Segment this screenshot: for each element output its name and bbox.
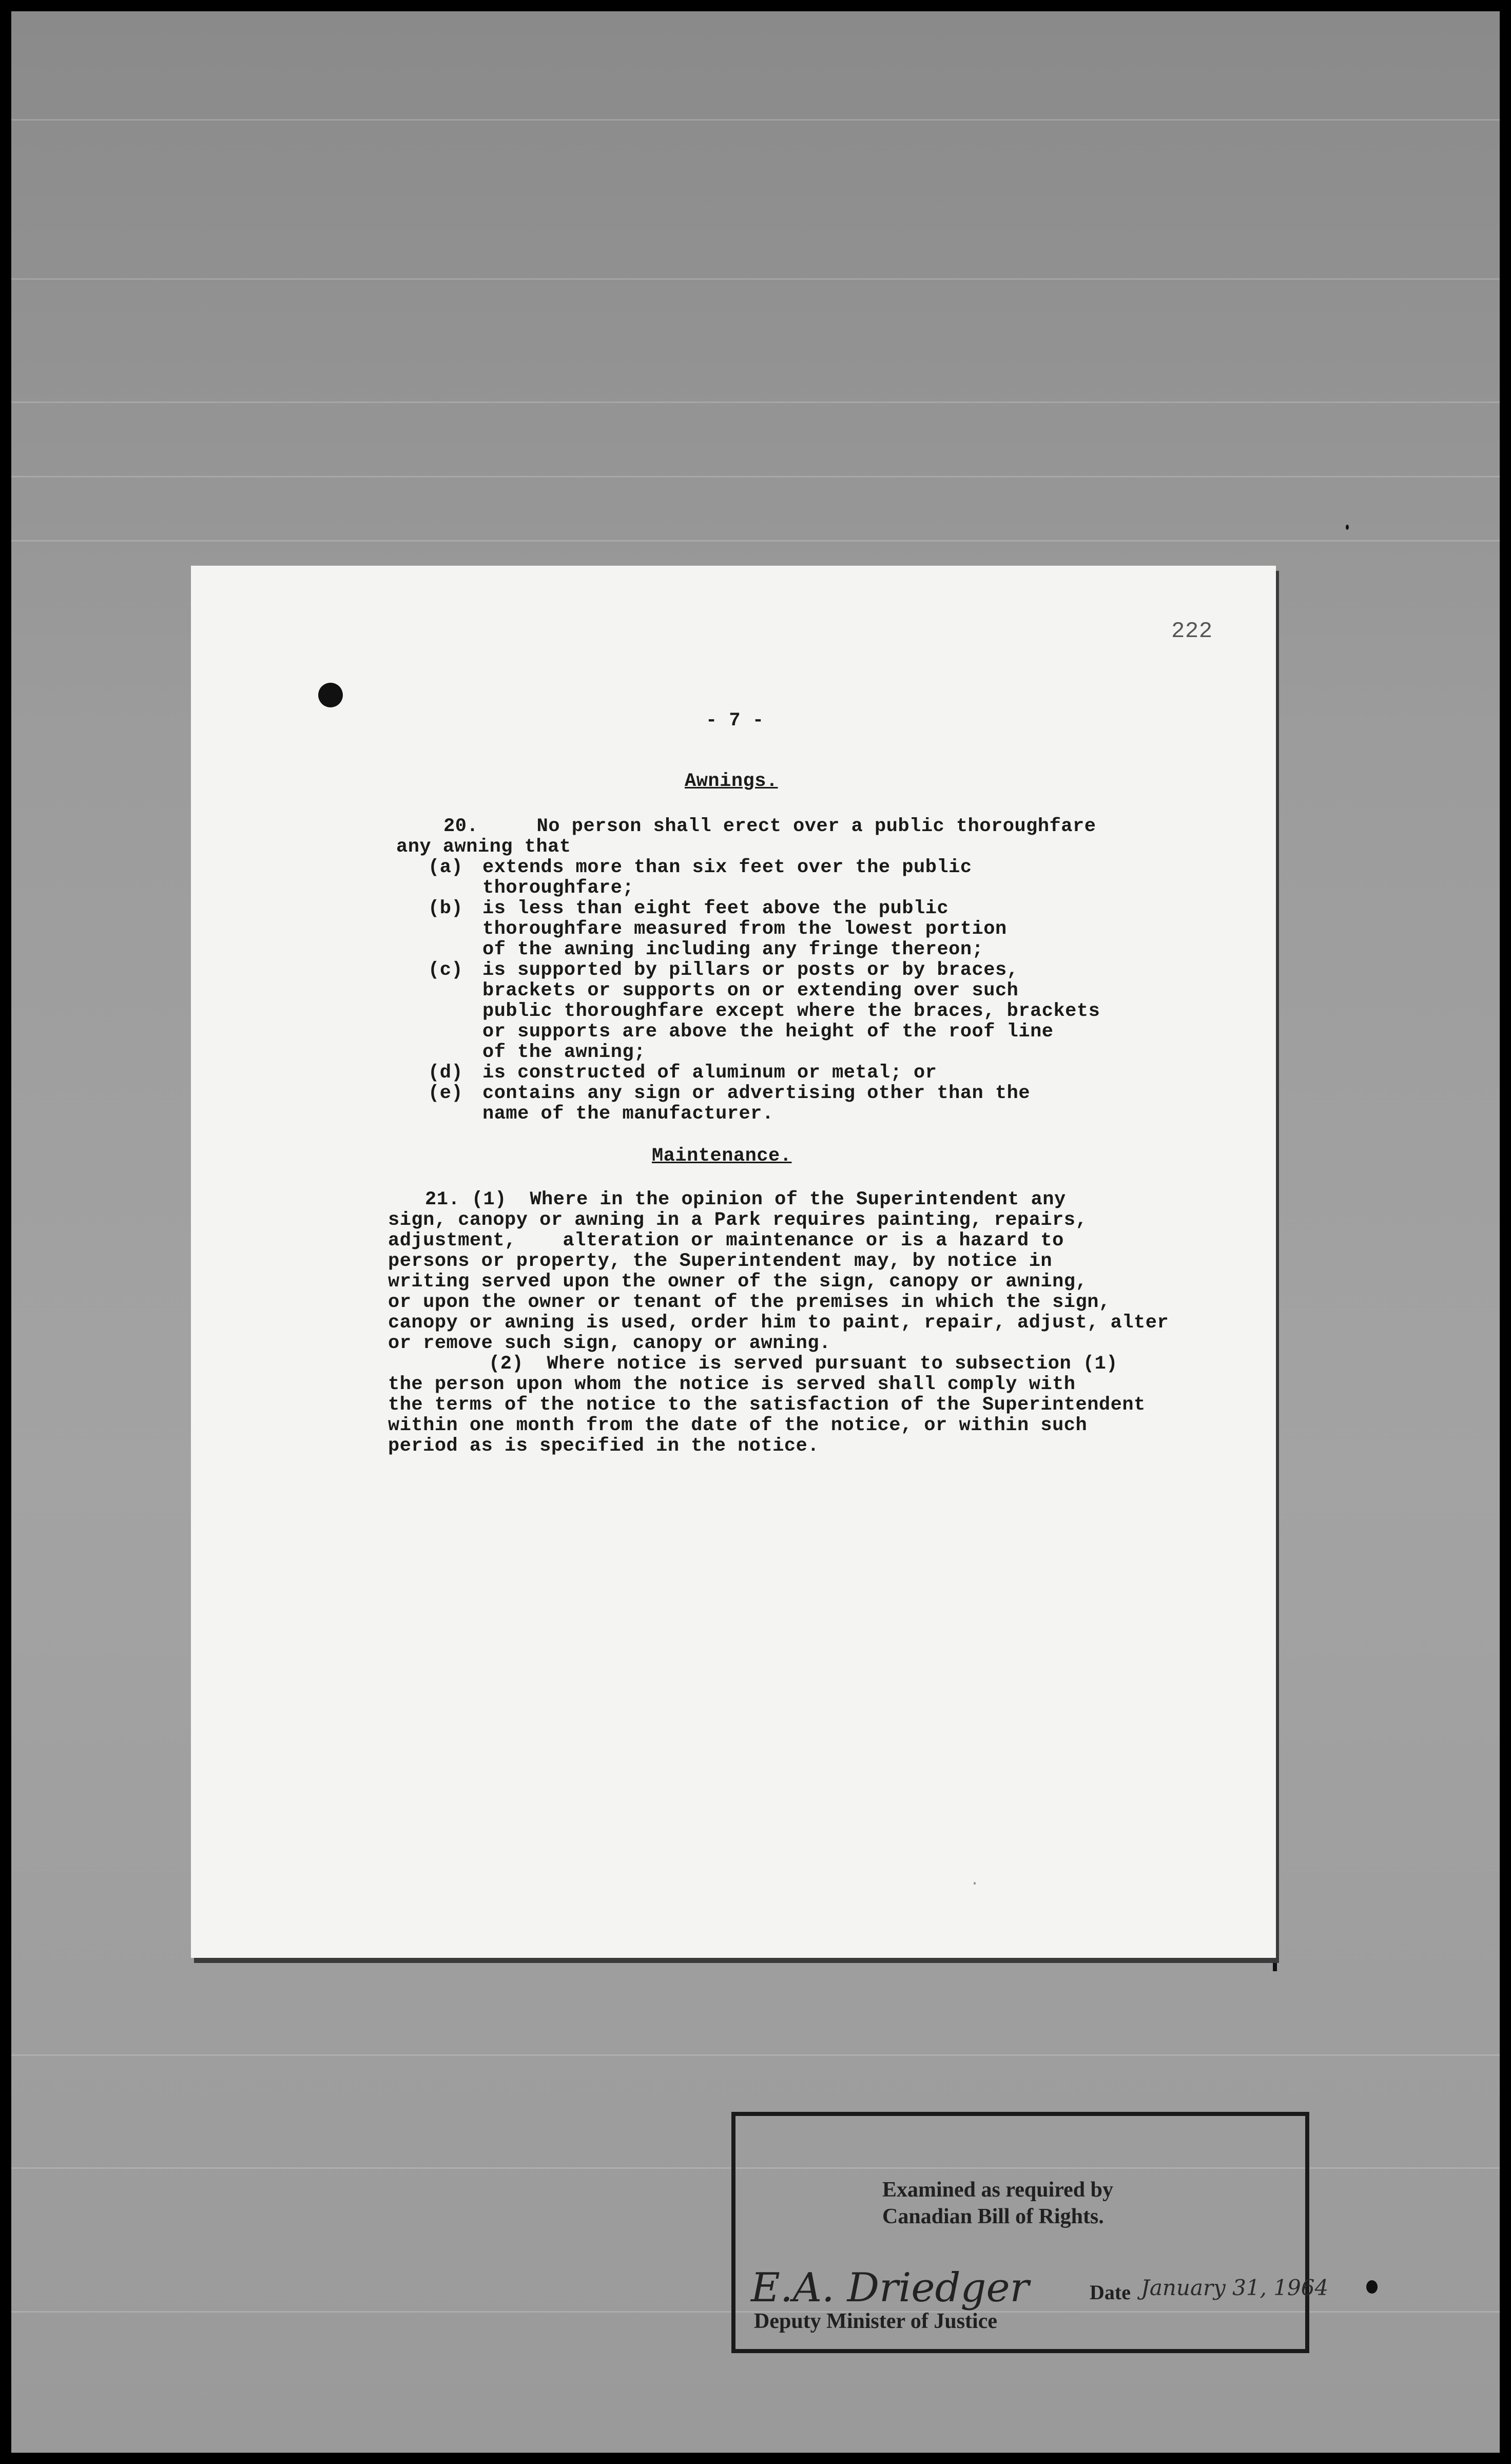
section-21-line: 21. (1) Where in the opinion of the Superintendent any xyxy=(425,1189,1066,1210)
archive-number: 222 xyxy=(1171,619,1213,644)
section-21-2-line: the terms of the notice to the satisfaction of the Superintendent xyxy=(388,1394,1146,1416)
page-number: - 7 - xyxy=(706,710,764,732)
stamp-line-1: Examined as required by xyxy=(882,2178,1114,2202)
section-21-2-line: the person upon whom the notice is served shall comply with xyxy=(388,1374,1076,1395)
clause-e-line: name of the manufacturer. xyxy=(482,1103,774,1125)
section-21-line: adjustment, alteration or maintenance or is a hazard to xyxy=(388,1230,1064,1252)
section-21-line: persons or property, the Superintendent may, by notice in xyxy=(388,1250,1053,1272)
stamp-date-value: January 31, 1964 xyxy=(1141,2275,1329,2300)
section-21-line: or upon the owner or tenant of the premises in which the sign, xyxy=(388,1292,1111,1313)
clause-label: (c) xyxy=(428,959,463,981)
clause-label: (d) xyxy=(428,1062,463,1084)
clause-label: (a) xyxy=(428,857,463,878)
film-speck xyxy=(1346,525,1349,530)
clause-b-line: of the awning including any fringe thereon; xyxy=(482,939,984,960)
clause-c-line: or supports are above the height of the roof line xyxy=(482,1021,1054,1043)
bill-of-rights-stamp xyxy=(731,2112,1329,2353)
clause-b-line: thoroughfare measured from the lowest portion xyxy=(482,918,1007,940)
clause-c-line: public thoroughfare except where the braces, brackets xyxy=(482,1000,1100,1022)
section-20-line: 20. No person shall erect over a public thoroughfare xyxy=(443,816,1096,837)
clause-d-line: is constructed of aluminum or metal; or xyxy=(482,1062,937,1084)
section-21-line: canopy or awning is used, order him to paint, repair, adjust, alter xyxy=(388,1312,1169,1334)
section-21-2-line: (2) Where notice is served pursuant to subsection (1) xyxy=(489,1353,1118,1375)
punch-hole xyxy=(318,683,343,707)
clause-label: (e) xyxy=(428,1083,463,1104)
stamp-footer: Deputy Minister of Justice xyxy=(754,2309,997,2333)
section-21-line: sign, canopy or awning in a Park requires painting, repairs, xyxy=(388,1209,1088,1231)
clause-a-line: extends more than six feet over the public xyxy=(482,857,972,878)
clause-a-line: thoroughfare; xyxy=(482,877,634,899)
clause-c-line: is supported by pillars or posts or by braces, xyxy=(482,959,1019,981)
clause-e-line: contains any sign or advertising other than the xyxy=(482,1083,1031,1104)
heading-maintenance: Maintenance. xyxy=(652,1145,792,1167)
stamp-line-2: Canadian Bill of Rights. xyxy=(882,2205,1104,2228)
section-21-line: or remove such sign, canopy or awning. xyxy=(388,1333,831,1354)
clause-c-line: of the awning; xyxy=(482,1042,646,1063)
film-speck xyxy=(1366,2280,1378,2294)
section-20-line: any awning that xyxy=(396,836,571,858)
heading-awnings: Awnings. xyxy=(685,771,778,792)
stamp-date-label: Date xyxy=(1090,2281,1131,2304)
signature: E.A. Driedger xyxy=(751,2265,1029,2311)
section-21-line: writing served upon the owner of the sign, canopy or awning, xyxy=(388,1271,1088,1293)
clause-b-line: is less than eight feet above the public xyxy=(482,898,949,919)
page-speck: · xyxy=(970,1875,980,1893)
section-21-2-line: period as is specified in the notice. xyxy=(388,1435,820,1457)
document-page xyxy=(191,566,1329,2333)
section-21-2-line: within one month from the date of the notice, or within such xyxy=(388,1415,1088,1436)
clause-c-line: brackets or supports on or extending over such xyxy=(482,980,1019,1002)
clause-label: (b) xyxy=(428,898,463,919)
